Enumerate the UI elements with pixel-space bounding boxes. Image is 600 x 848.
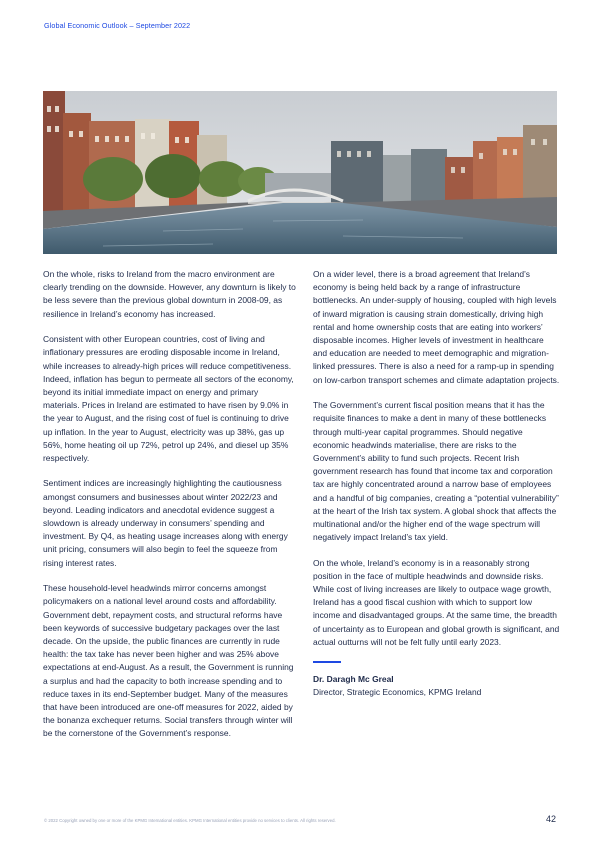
paragraph: On the whole, risks to Ireland from the macro environment are clearly trending on the downside. However, any downturn is likely to be less severe than the previous global downturn in 2008-09, as resilience in Ireland’s economy has increased. xyxy=(43,269,296,319)
cityscape-photo xyxy=(43,91,557,254)
paragraph: On the whole, Ireland’s economy is in a reasonably strong position in the face of multiple headwinds and downside risks. While cost of living increases are likely to outpace wage growth, Ireland has a good fiscal cushion with which to support low income and disadvantaged groups. At the same time, the breadth of uncertainty as to European and global growth is significant, and actual outturns will not be felt fully until early 2023. xyxy=(313,557,560,647)
author-name: Dr. Daragh Mc Greal xyxy=(313,673,394,684)
author-title: Director, Strategic Economics, KPMG Ireland xyxy=(313,687,482,698)
running-header: Global Economic Outlook – September 2022 xyxy=(44,21,191,30)
paragraph: Sentiment indices are increasingly highlighting the cautiousness amongst consumers and businesses about winter 2022/23 and beyond. Leading indicators and anecdotal evidence suggest a slowdown is already underway in consumers’ spending and investment. By Q4, as heating usage increases along with energy unit pricing, consumers will also begin to feel the squeeze from rising interest rates. xyxy=(43,478,288,568)
accent-divider xyxy=(313,661,341,663)
paragraph: Consistent with other European countries, cost of living and inflationary pressures are eroding disposable income in Ireland, while increases to already-high prices will reduce competitiveness. Indeed, inflation has begun to permeate all sectors of the economy, beyond its initial immediate impact on energy and primary materials. Prices in Ireland are estimated to have risen by 9.0% in the year to August, and the rising cost of fuel is continuing to drive up inflation. In the year to August, electricity was up 38%, gas up 56%, home heating oil up 72%, petrol up 24%, and diesel up 35% respectively. xyxy=(43,334,294,463)
paragraph: These household-level headwinds mirror concerns amongst policymakers on a national level around costs and affordability. Government debt, repayment costs, and structural reforms have been keywords of successive budgetary packages over the last decade. On the upside, the public finances are currently in rude health: the tax take has never been higher and was 25% above expectations at end-August. As a result, the Government is running a surplus and had the capacity to both increase spending and to reduce taxes in its end-September budget. Many of the measures that have been introduced are one-off measures for 2022, aided by the bonanza exchequer returns. Social transfers through winter will be the cornerstone of the Government’s response. xyxy=(43,583,294,739)
copyright-footer: © 2022 Copyright owned by one or more of the KPMG International entities. KPMG International entities provide no services to clients. All rights reserved. xyxy=(44,818,336,823)
left-column xyxy=(43,268,296,753)
right-column xyxy=(313,268,560,699)
page-number: 42 xyxy=(545,814,556,824)
paragraph: On a wider level, there is a broad agreement that Ireland’s economy is being held back by a range of infrastructure bottlenecks. An under-supply of housing, coupled with high levels of inward migration is causing strain domestically, driving high rental and home ownership costs that are eating into workers’ disposable incomes. Higher levels of investment in healthcare and education are needed to meet demographic and migration-linked pressures. There is also a need for a ramp-up in spending on low-carbon transport schemes and climate adaptation projects. xyxy=(313,269,560,385)
paragraph: The Government’s current fiscal position means that it has the requisite finances to make a dent in many of these bottlenecks through multi-year capital programmes. Should negative economic headwinds materialise, there are risks to the Government’s ability to fund such projects. Recent Irish government research has found that income tax and corporation tax are highly concentrated around a narrow base of employees and a handful of big companies, creating a “potential vulnerability” at the heart of the Irish tax system. A global shock that affects the multinational and/or the higher end of the wage spectrum will negatively impact Ireland’s tax yield. xyxy=(313,400,559,543)
